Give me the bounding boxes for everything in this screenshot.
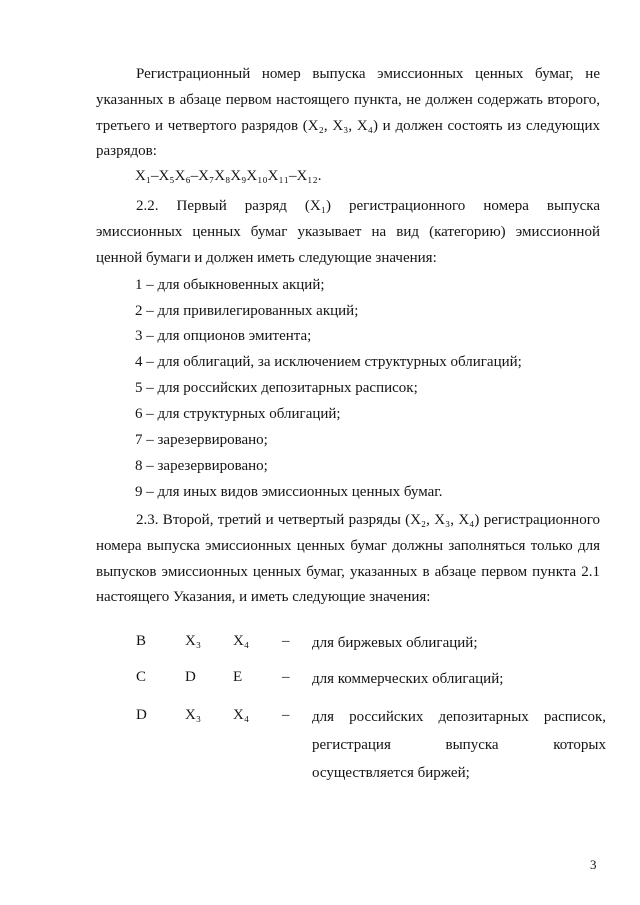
paragraph-2-2: 2.2. Первый разряд (X₁) регистрационного номера выпуска эмиссионных ценных бумаг указывает на вид (категорию) эмиссионной ценной бумаги и должен иметь следующие значения: [96, 198, 600, 266]
code-dash: – [282, 669, 290, 685]
list-item: 6 – для структурных облигаций; [135, 406, 341, 422]
code-description: для коммерческих облигаций; [312, 671, 504, 687]
code-x3: D [185, 669, 196, 685]
code-description: для биржевых облигаций; [312, 635, 478, 651]
code-x4: X₄ [233, 633, 250, 649]
code-x3: X₃ [185, 707, 202, 723]
code-x3: X₃ [185, 633, 202, 649]
list-item: 3 – для опционов эмитента; [135, 328, 312, 344]
list-item: 4 – для облигаций, за исключением структурных облигаций; [135, 354, 522, 370]
paragraph-registration-number: Регистрационный номер выпуска эмиссионных ценных бумаг, не указанных в абзаце первом настоящего пункта, не должен содержать второго, третьего и четвертого разрядов (X₂, X₃, X₄) и должен состоять из следующих разрядов: [96, 66, 600, 160]
list-item: 1 – для обыкновенных акций; [135, 277, 325, 293]
code-x2: D [136, 707, 147, 723]
code-description: для российских депозитарных расписок, регистрация выпуска которых осуществляется биржей; [312, 709, 606, 781]
code-dash: – [282, 707, 290, 723]
paragraph-2-3: 2.3. Второй, третий и четвертый разряды (X₂, X₃, X₄) регистрационного номера выпуска эмиссионных ценных бумаг должны заполняться только для выпусков эмиссионных ценных бумаг, указанных в абзаце первом пункта 2.1 настоящего Указания, и иметь следующие значения: [96, 512, 600, 606]
code-x2: C [136, 669, 147, 685]
code-x2: B [136, 633, 147, 649]
list-item: 5 – для российских депозитарных расписок; [135, 380, 418, 396]
list-item: 8 – зарезервировано; [135, 458, 268, 474]
code-x4: E [233, 669, 243, 685]
list-item: 9 – для иных видов эмиссионных ценных бумаг. [135, 484, 443, 500]
code-x4: X₄ [233, 707, 250, 723]
code-dash: – [282, 633, 290, 649]
list-item: 2 – для привилегированных акций; [135, 303, 359, 319]
list-item: 7 – зарезервировано; [135, 432, 268, 448]
registration-number-formula: X₁–X₅X₆–X₇X₈X₉X₁₀X₁₁–X₁₂. [135, 168, 322, 184]
page-number: 3 [590, 857, 597, 872]
